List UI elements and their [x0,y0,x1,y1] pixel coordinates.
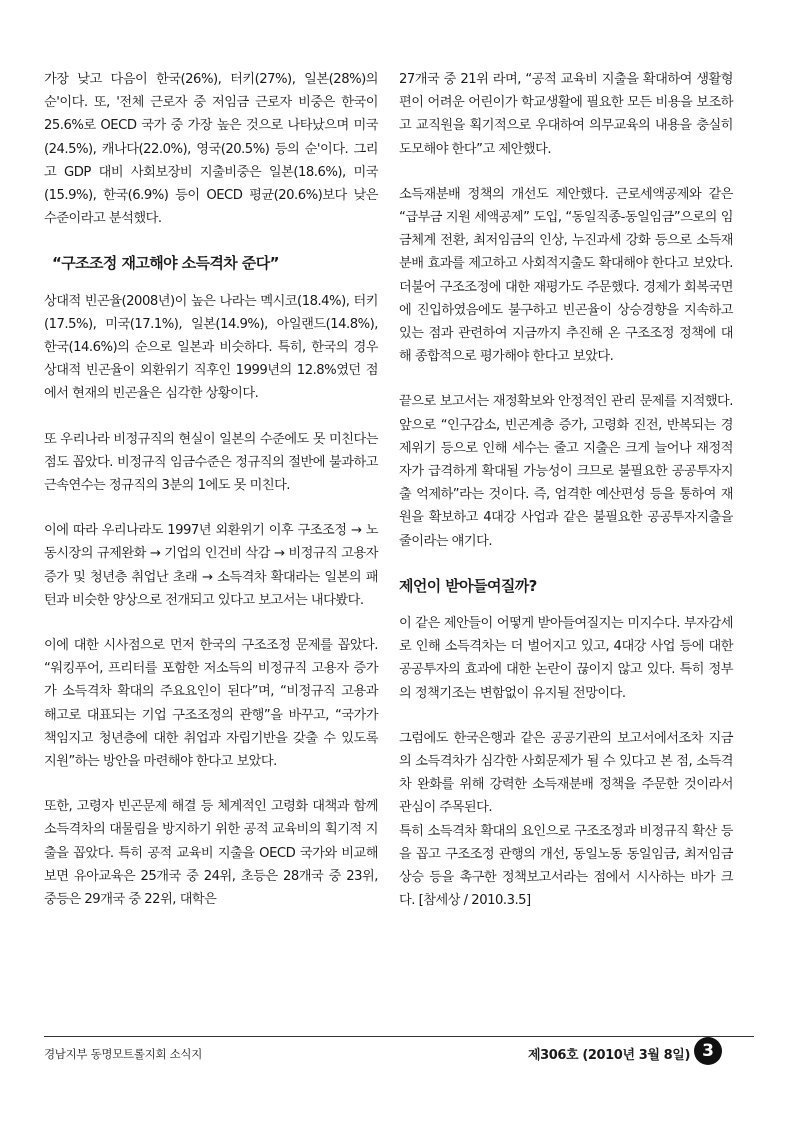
left-paragraph-2: 상대적 빈곤율(2008년)이 높은 나라는 멕시코(18.4%), 터키(17.5%), 미국(17.1%), 일본(14.9%), 아일랜드(14.8%), 한국(14.6%)의 순으로 일본과 비슷하다. 특히, 한국의 경우 상대적 빈곤율이 외환위기 직후인 1999년의 12.8%였던 점에서 현재의 빈곤율은 심각한 상황이다. [44,293,378,402]
left-paragraph-3: 또 우리나라 비정규직의 현실이 일본의 수준에도 못 미친다는 점도 꼽았다. 비정규직 임금수준은 정규직의 절반에 불과하고 근속연수는 정규직의 3분의 1에도 못 미친다. [44,431,378,494]
left-paragraph-5: 이에 대한 시사점으로 먼저 한국의 구조조정 문제를 꼽았다. “워킹푸어, 프리터를 포함한 저소득의 비정규직 고용자 증가가 소득격차 확대의 주요요인이 된다”며, “비정규직 고용과 해고로 대표되는 기업 구조조정의 관행”을 바꾸고, “국가가 책임지고 청년층에 대한 취업과 자립기반을 갖출 수 있도록 지원”하는 방안을 마련해야 한다고 보았다. [44,638,378,770]
page-number: 3 [694,1037,722,1065]
left-paragraph-1: 가장 낮고 다음이 한국(26%), 터키(27%), 일본(28%)의 순'이다. 또, '전체 근로자 중 저임금 근로자 비중은 한국이 25.6%로 OECD 국가 중 가장 높은 것으로 나타났으며 미국(24.5%), 캐나다(22.0%), 영국(20.5%) 등의 순'이다. 그리고 GDP 대비 사회보장비 지출비중은 일본(18.6%), 미국(15.9%), 한국(6.9%) 등이 OECD 평균(20.6%)보다 낮은 수준이라고 분석했다. [44,72,378,227]
right-paragraph-2: 소득재분배 정책의 개선도 제안했다. 근로세액공제와 같은 “급부금 지원 세액공제” 도입, “동일직종-동일임금”으로의 임금체계 전환, 최저임금의 인상, 누진과세 강화 등으로 소득재분배 효과를 제고하고 사회적지출도 확대해야 한다고 보았다. 더불어 구조조정에 대한 재평가도 주문했다. 경제가 회복국면에 진입하였음에도 불구하고 빈곤율이 상승경향을 지속하고 있는 점과 관련하여 지금까지 추진해 온 구조조정 정책에 대해 종합적으로 평가해야 한다고 보았다. [399,186,733,365]
right-paragraph-5: 그럼에도 한국은행과 같은 공공기관의 보고서에서조차 지금의 소득격차가 심각한 사회문제가 될 수 있다고 본 점, 소득격차 완화를 위해 강력한 소득재분배 정책을 주문한 것이라서 관심이 주목된다. [399,730,733,816]
footer-newsletter-name: 경남지부 동명모트롤지회 소식지 [44,1047,203,1061]
right-paragraph-6: 특히 소득격차 확대의 요인으로 구조조정과 비정규직 확산 등을 꼽고 구조조정 관행의 개선, 동일노동 동일임금, 최저임금 상승 등을 촉구한 정책보고서라는 점에서 시사하는 바가 크다. [참세상 / 2010.3.5] [399,823,733,909]
right-column [399,68,733,913]
left-paragraph-4: 이에 따라 우리나라도 1997년 외환위기 이후 구조조정 → 노동시장의 규제완화 → 기업의 인건비 삭감 → 비정규직 고용자 증가 및 청년층 취업난 초래 → 소득격차 확대라는 일본의 패턴과 비슷한 양상으로 전개되고 있다고 보고서는 내다봤다. [44,523,378,608]
right-paragraph-1: 27개국 중 21위 라며, “공적 교육비 지출을 확대하여 생활형편이 어려운 어린이가 학교생활에 필요한 모든 비용을 보조하고 교직원을 획기적으로 우대하여 의무교육의 내용을 충실히 도모해야 한다”고 제안했다. [399,72,733,157]
footer-divider [44,1036,754,1037]
section-heading-restructuring: “구조조정 재고해야 소득격차 준다” [52,254,279,273]
right-paragraph-4: 이 같은 제안들이 어떻게 받아들여질지는 미지수다. 부자감세로 인해 소득격차는 더 벌어지고 있고, 4대강 사업 등에 대한 공공투자의 효과에 대한 논란이 끊이지 않고 있다. 특히 정부의 정책기조는 변함없이 유지될 전망이다. [399,616,733,701]
footer-issue-date: 제306호 (2010년 3월 8일) [527,1048,690,1063]
left-column [44,68,378,911]
right-paragraph-3: 끝으로 보고서는 재정확보와 안정적인 관리 문제를 지적했다. 앞으로 “인구감소, 빈곤계층 증가, 고령화 진전, 반복되는 경제위기 등으로 인해 세수는 줄고 지출은 크게 늘어나 재정적자가 급격하게 확대될 가능성이 크므로 불필요한 공공투자지출 억제하”라는 것이다. 즉, 엄격한 예산편성 등을 통하여 재원을 확보하고 4대강 사업과 같은 불필요한 공공투자지출을 줄이라는 얘기다. [399,394,733,549]
left-paragraph-6: 또한, 고령자 빈곤문제 해결 등 체계적인 고령화 대책과 함께 소득격차의 대물림을 방지하기 위한 공적 교육비의 획기적 지출을 꼽았다. 특히 공적 교육비 지출을 OECD 국가와 비교해 보면 유아교육은 25개국 중 24위, 초등은 28개국 중 23위, 중등은 29개국 중 22위, 대학은 [44,799,378,908]
section-heading-proposals: 제언이 받아들여질까? [399,576,537,595]
